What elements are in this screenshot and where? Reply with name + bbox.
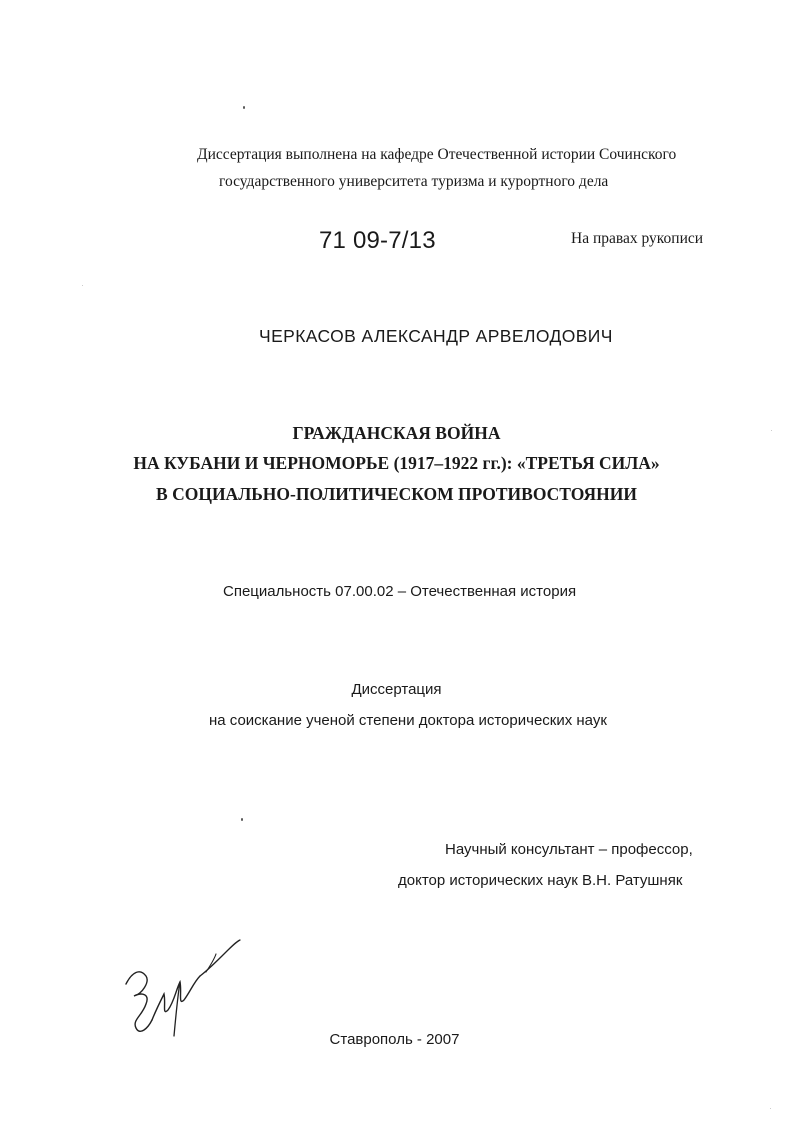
scan-speck <box>241 818 243 821</box>
scan-speck <box>243 106 245 109</box>
scan-speck <box>770 1108 771 1109</box>
dissertation-label: Диссертация <box>351 681 442 698</box>
header-line-1: Диссертация выполнена на кафедре Отечественной истории Сочинского <box>197 146 677 163</box>
title-line-3: В СОЦИАЛЬНО-ПОЛИТИЧЕСКОМ ПРОТИВОСТОЯНИИ <box>156 484 637 504</box>
specialty: Специальность 07.00.02 – Отечественная история <box>223 583 577 600</box>
scan-speck <box>82 285 83 286</box>
advisor-line-2: доктор исторических наук В.Н. Ратушняк <box>398 872 683 889</box>
dissertation-purpose: на соискание ученой степени доктора исторических наук <box>209 712 607 729</box>
author-name: ЧЕРКАСОВ АЛЕКСАНДР АРВЕЛОДОВИЧ <box>259 326 613 346</box>
archive-code: 71 09-7/13 <box>319 227 436 254</box>
rights-note: На правах рукописи <box>571 230 704 247</box>
title-line-1: ГРАЖДАНСКАЯ ВОЙНА <box>292 423 501 443</box>
handwritten-signature <box>118 932 248 1047</box>
header-line-2: государственного университета туризма и курортного дела <box>219 173 609 190</box>
place-year: Ставрополь - 2007 <box>329 1031 460 1048</box>
advisor-line-1: Научный консультант – профессор, <box>445 841 693 858</box>
title-line-2: НА КУБАНИ И ЧЕРНОМОРЬЕ (1917–1922 гг.): «ТРЕТЬЯ СИЛА» <box>133 453 660 473</box>
